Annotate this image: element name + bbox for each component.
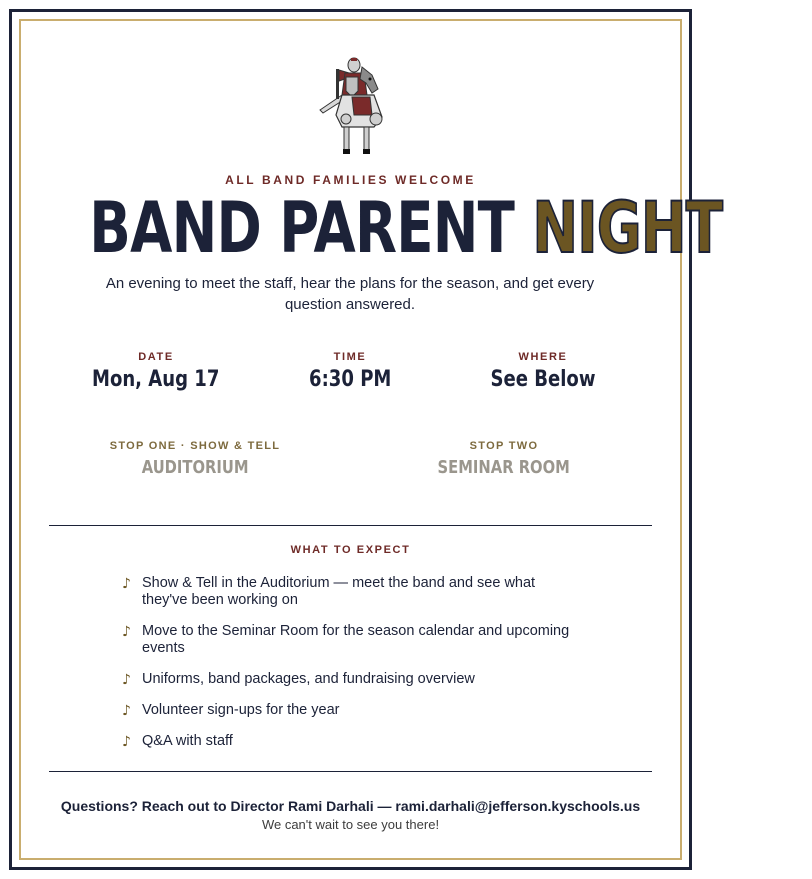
contact-line: Questions? Reach out to Director Rami Darhali — rami.darhali@jefferson.kyschools.us <box>60 798 641 814</box>
music-note-icon: ♪ <box>122 703 131 719</box>
music-note-icon: ♪ <box>122 624 131 640</box>
date-label: DATE <box>138 351 174 363</box>
knight-mascot-logo <box>312 55 392 161</box>
title-accent: NIGHT <box>532 187 723 269</box>
stop-one-label: STOP ONE · SHOW & TELL <box>109 440 281 452</box>
time-value: 6:30 PM <box>308 367 392 392</box>
expect-list <box>122 575 582 764</box>
music-note-icon: ♪ <box>122 734 131 750</box>
where-label: WHERE <box>518 351 568 363</box>
divider-top <box>49 525 652 526</box>
list-item: ♪ Show & Tell in the Auditorium — meet the band and see what they've been working on <box>122 575 536 608</box>
list-item: ♪ Uniforms, band packages, and fundraising overview <box>122 671 475 688</box>
list-item: ♪ Q&A with staff <box>122 733 233 750</box>
list-item: ♪ Volunteer sign-ups for the year <box>122 702 340 719</box>
stop-one-value: AUDITORIUM <box>141 457 249 478</box>
closing-line: We can't wait to see you there! <box>261 817 440 832</box>
subtitle: An evening to meet the staff, hear the plans for the season, and get every question answered. <box>105 275 595 313</box>
list-item: ♪ Move to the Seminar Room for the season calendar and upcoming events <box>122 623 570 656</box>
stop-two-value: SEMINAR ROOM <box>437 457 571 478</box>
page-title <box>0 187 723 270</box>
kicker-text: ALL BAND FAMILIES WELCOME <box>225 173 476 187</box>
time-label: TIME <box>333 351 367 363</box>
music-note-icon: ♪ <box>122 576 131 592</box>
where-value: See Below <box>490 367 596 392</box>
stop-two-label: STOP TWO <box>469 440 539 452</box>
title-main: BAND PARENT <box>89 187 515 269</box>
date-value: Mon, Aug 17 <box>92 367 220 392</box>
divider-bottom <box>49 771 652 772</box>
section-heading: WHAT TO EXPECT <box>290 544 411 556</box>
music-note-icon: ♪ <box>122 672 131 688</box>
